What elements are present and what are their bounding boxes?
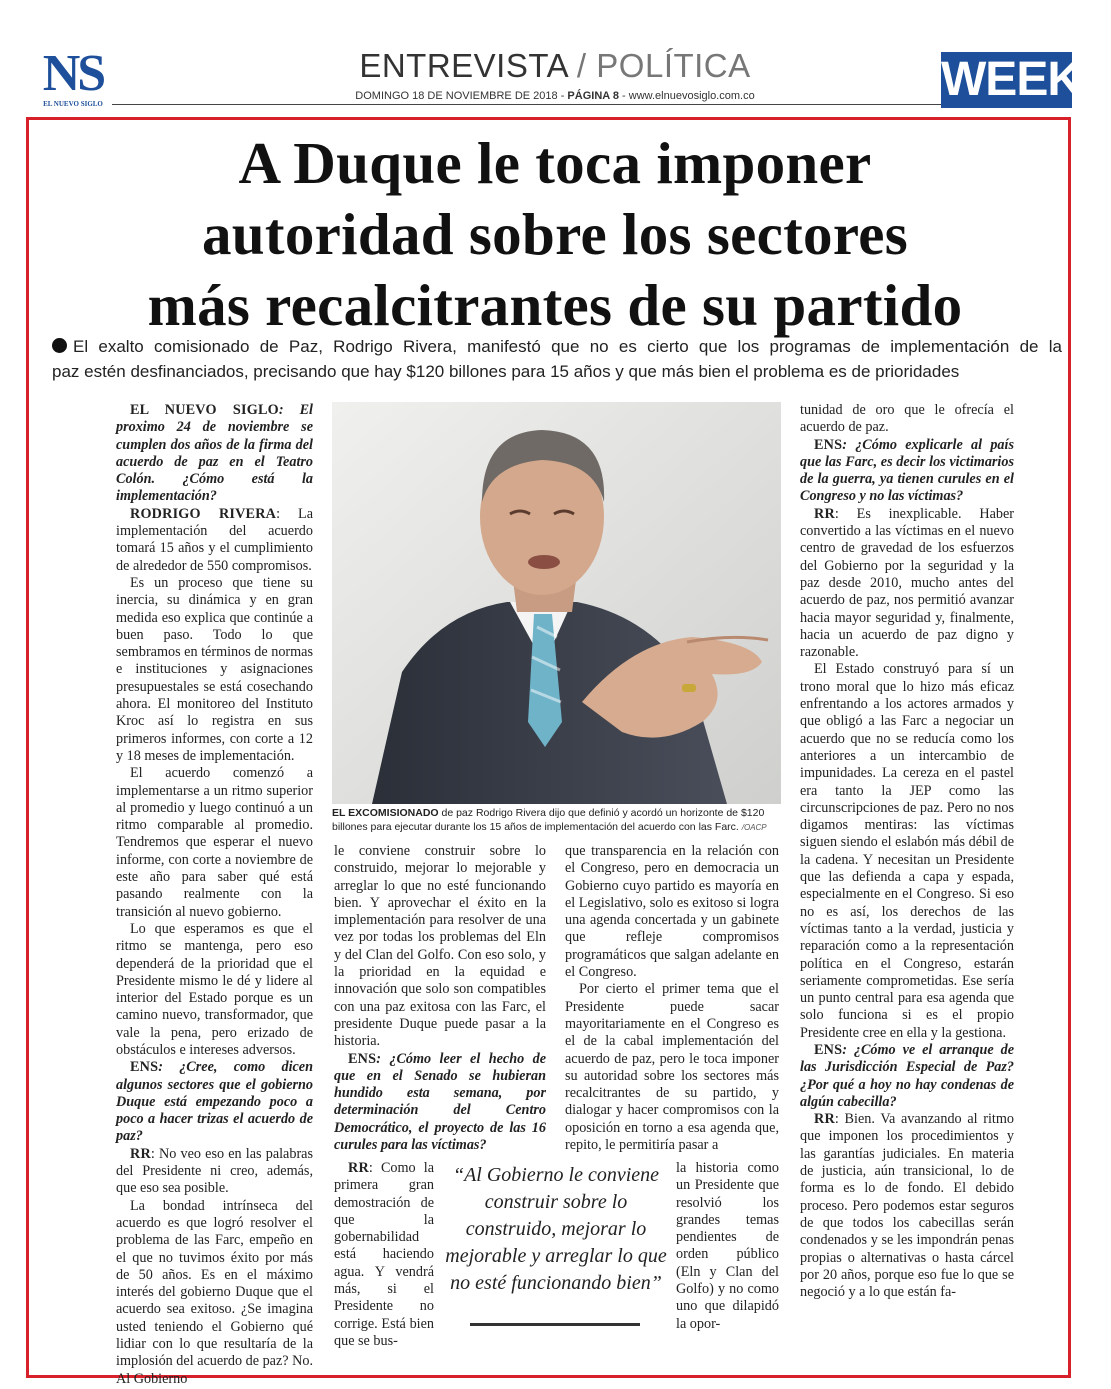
column-2-narrow xyxy=(334,1160,434,1350)
answer-text: : Es inexplicable. Haber convertido a las víctimas en el nuevo centro de gravedad de los esfuerzos del Gobierno por la seguridad y la paz desde 2010, mucho antes del acuerdo de paz, nos permitió avanzar hacia mayor seguridad y, finalmente, hacia un acuerdo de paz digno y razonable. xyxy=(800,505,1014,661)
pull-quote-rule xyxy=(470,1323,640,1326)
subhead-line-2: paz estén desfinanciados, precisando que hay $120 billones para 15 años y que más bien el problema es de prioridades xyxy=(52,362,960,381)
paragraph: que transparencia en la relación con el Congreso, pero en democracia un Gobierno cuyo partido es mayoría en el Legislativo, solo es exitoso si logra una agenda concertada y un gabinete que refleje compromisos programáticos que salgan adelante en el Congreso. xyxy=(565,843,779,981)
dateline-date: DOMINGO 18 DE NOVIEMBRE DE 2018 - xyxy=(355,90,565,102)
section-title xyxy=(230,46,880,86)
column-1 xyxy=(116,402,313,1388)
column-3-narrow xyxy=(676,1160,779,1333)
question-text: : ¿Cómo leer el hecho de que en el Senado se hubieran hundido esta semana, por determinación del Centro Democrático, el proyecto de las 16 curules para las víctimas? xyxy=(334,1050,546,1154)
question-3 xyxy=(334,1051,546,1155)
paragraph: Por cierto el primer tema que el Presidente puede sacar mayoritariamente en el Congreso es el de la cabal implementación del acuerdo de paz, pero le toca imponer su autoridad sobre los sectores más recalcitrantes de su partido, y dialogar y hacer compromisos con la oposición en torno a esa agenda que, repito, le permitiría pasar a xyxy=(565,981,779,1154)
logo-subtitle: EL NUEVO SIGLO xyxy=(43,100,103,108)
paragraph: La bondad intrínseca del acuerdo es que logró resolver el problema de las Farc, empeño en el que no tuvimos éxito por más de 50 años. Es en el máximo interés del gobierno Duque que el acuerdo sea exitoso. ¿Se imagina usted teniendo el Gobierno qué lidiar con lo que resultaría de la implosión del acuerdo de paz? No. Al Gobierno xyxy=(116,1197,313,1387)
question-text: : El proximo 24 de noviembre se cumplen dos años de la firma del acuerdo de paz en el Teatro Colón. ¿Cómo está la implementación? xyxy=(116,402,313,505)
question-text: : ¿Cree, como dicen algunos sectores que el gobierno Duque está empezando poco a poco a hacer trizas el acuerdo de paz? xyxy=(116,1059,313,1145)
speaker-label: RR xyxy=(348,1160,369,1176)
dateline-url: - www.elnuevosiglo.com.co xyxy=(622,90,755,102)
headline-line-3: más recalcitrantes de su partido xyxy=(147,272,963,338)
portrait-illustration xyxy=(332,402,781,804)
column-4 xyxy=(800,402,1014,1301)
speaker-label: ENS xyxy=(814,436,843,453)
answer-text: : No veo eso en las palabras del Presidente ni creo, además, que eso sea posible. xyxy=(116,1145,313,1197)
column-3 xyxy=(565,843,779,1154)
speaker-label: ENS xyxy=(814,1041,843,1058)
paragraph: tunidad de oro que le ofrecía el acuerdo de paz. xyxy=(800,402,1014,436)
section-sub: POLÍTICA xyxy=(596,47,751,84)
paragraph: Lo que esperamos es que el ritmo se mantenga, pero eso dependerá de la prioridad que el Presidente mismo le dé y lidere al interior del Estado porque es un camino nuevo, transformador, que vale la pena, pero erizado de obstáculos e intereses adversos. xyxy=(116,920,313,1058)
speaker-label: RR xyxy=(814,1111,835,1128)
pull-quote: “Al Gobierno le conviene construir sobre lo construido, mejorar lo mejorable y arreglar lo que no esté funcionando bien” xyxy=(445,1164,667,1294)
header-rule xyxy=(112,104,942,105)
answer-2 xyxy=(116,1146,313,1198)
headline-line-1: A Duque le toca imponer xyxy=(238,130,872,196)
column-2 xyxy=(334,843,546,1154)
speaker-label: RODRIGO RIVERA xyxy=(130,505,277,522)
bullet-icon xyxy=(52,338,67,353)
answer-3 xyxy=(334,1160,434,1350)
photo-credit: /OACP xyxy=(741,823,767,832)
paragraph: la historia como un Presidente que resolvió los grandes temas pendientes de orden público (Eln y Clan del Golfo) y no como uno que dilapidó la opor- xyxy=(676,1160,779,1332)
speaker-label: ENS xyxy=(348,1050,377,1067)
question-4 xyxy=(800,437,1014,506)
photo-caption xyxy=(332,806,781,835)
answer-1 xyxy=(116,506,313,575)
section-separator: / xyxy=(567,47,597,84)
subhead-line-1: El exalto comisionado de Paz, Rodrigo Rivera, manifestó que no es cierto que los programas de implementación de la xyxy=(73,337,1062,356)
paragraph: le conviene construir sobre lo construido, mejorar lo mejorable y arreglar lo que no esté funcionando bien. Y aprovechar el éxito en la implementación para resolver de una vez por todas los problemas del Eln y del Clan del Golfo. Con eso solo, y la prioridad en la equidad e innovación que solo son compatibles con una paz exitosa con las Farc, el presidente Duque puede pasar a la historia. xyxy=(334,843,546,1050)
speaker-label: RR xyxy=(814,505,835,522)
question-5 xyxy=(800,1042,1014,1111)
caption-text: de paz Rodrigo Rivera dijo que definió y acordó un horizonte de $120 billones para ejecutar durante los 15 años de implementación del acuerdo con las Farc. xyxy=(332,807,765,833)
answer-text: : La implementación del acuerdo tomará 15 años y el cumplimiento de alrededor de 550 compromisos. xyxy=(116,505,313,574)
speaker-label: EL NUEVO SIGLO xyxy=(130,402,279,418)
speaker-label: RR xyxy=(130,1145,151,1162)
dateline-page: PÁGINA 8 xyxy=(567,90,619,102)
paragraph: El Estado construyó para sí un trono moral que lo hizo más eficaz enfrentando a los actores armados y que obligó a las Farc a negociar un acuerdo que no se reducía como los anteriores a un intercambio de impunidades. La cereza en el pastel era tanto la JEP como las circunscripciones de paz. Pero no nos digamos mentiras: las víctimas siguen siendo el eslabón más débil de la cadena. Y necesitan un Presidente que las defienda a capa y espada, especialmente en el Congreso. Si eso no es así, los derechos de las víctimas tanto a la verdad, justicia y reparación como a la representación política en el Congreso, estarán seriamente comprometidas. Ese sería un punto central para esa agenda que solo funciona si es el propio Presidente cree en ella y la gestiona. xyxy=(800,661,1014,1041)
answer-4 xyxy=(800,506,1014,662)
headline-line-2: autoridad sobre los sectores xyxy=(202,201,908,267)
newspaper-logo xyxy=(40,45,106,108)
answer-text: : Como la primera gran demostración de que la gobernabilidad está haciendo agua. Y vendrá más, si el Presidente no corrige. Está bien que se bus- xyxy=(334,1160,434,1349)
caption-lead: EL EXCOMISIONADO xyxy=(332,807,439,819)
speaker-label: ENS xyxy=(130,1059,159,1076)
section-main: ENTREVISTA xyxy=(359,47,568,84)
dateline xyxy=(230,90,880,102)
answer-text: : Bien. Va avanzando al ritmo que imponen los procedimientos y las garantías judiciales. En materia de justicia, aún transicional, lo de forma es lo de fondo. El debido proceso. Pero podemos estar seguros de que todos los cabecillas serán condenados y se les impondrán penas propias o alternativas o hasta cárcel por 20 años, porque eso fue lo que se negoció y a lo que están fa- xyxy=(800,1111,1014,1301)
subhead xyxy=(52,334,1062,384)
article-photo xyxy=(332,402,781,804)
question-text: : ¿Cómo explicarle al país que las Farc, es decir los victimarios de la guerra, ya tienen curules en el Congreso y no las víctimas? xyxy=(800,436,1014,505)
logo-letters: NS xyxy=(42,45,104,102)
question-1 xyxy=(116,402,313,506)
headline xyxy=(40,128,1070,341)
paragraph: El acuerdo comenzó a implementarse a un ritmo superior al promedio y luego continuó a un ritmo comparable al promedio. Tendremos que esperar el nuevo informe, con corte a noviembre de este año para saber qué está pasando realmente con la transición al nuevo gobierno. xyxy=(116,765,313,920)
week-badge: WEEK xyxy=(941,53,1081,106)
answer-5 xyxy=(800,1111,1014,1301)
question-text: : ¿Cómo ve el arranque de las Jurisdicción Especial de Paz? ¿Por qué a hoy no hay condenas de algún cabecilla? xyxy=(800,1041,1014,1110)
paragraph: Es un proceso que tiene su inercia, su dinámica y en gran medida eso explica que continúe a buen paso. Todo lo que sembramos en términos de normas e instituciones y asignaciones presupuestales se está cosechando ahora. El monitoreo del Instituto Kroc así lo registra en sus primeros informes, con corte a 12 y 18 meses de implementación. xyxy=(116,574,314,764)
question-2 xyxy=(116,1059,313,1145)
